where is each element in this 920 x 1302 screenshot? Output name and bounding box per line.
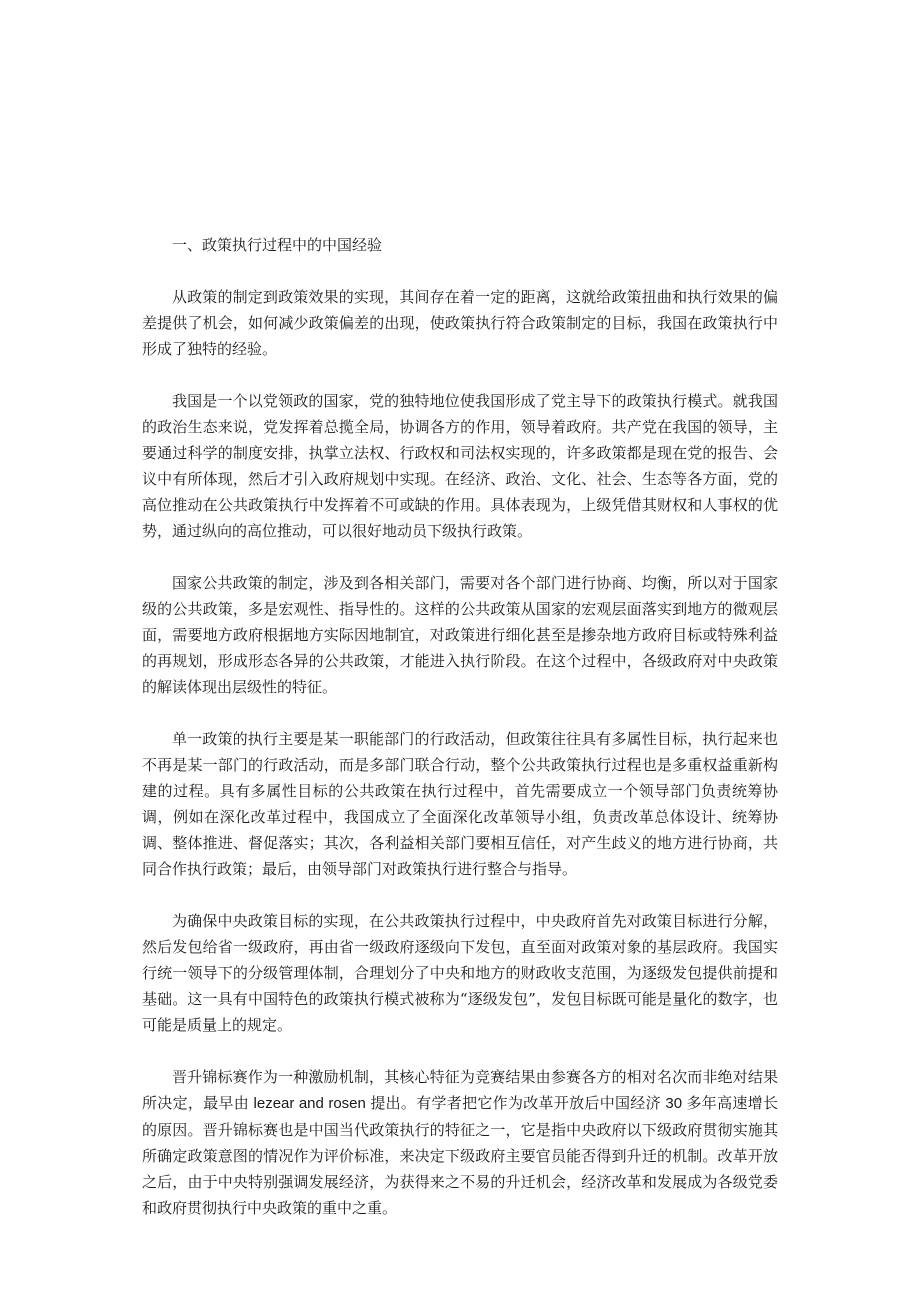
paragraph-6-part-3: 多年高速增长的原因。晋升锦标赛也是中国当代政策执行的特征之一，它是指中央政府以下级政府贯彻实施其所确定政策意图的情况作为评价标准，来决定下级政府主要官员能否得到升迁的机制。改革开放之后，由于中央特别强调发展经济，为获得来之不易的升迁机会，经济改革和发展成为各级党委和政府贯彻执行中央政策的重中之重。 bbox=[142, 1094, 778, 1217]
paragraph-4: 单一政策的执行主要是某一职能部门的行政活动，但政策往往具有多属性目标，执行起来也不再是某一部门的行政活动，而是多部门联合行动，整个公共政策执行过程也是多重权益重新构建的过程。具有多属性目标的公共政策在执行过程中，首先需要成立一个领导部门负责统筹协调，例如在深化改革过程中，我国成立了全面深化改革领导小组，负责改革总体设计、统筹协调、整体推进、督促落实；其次，各利益相关部门要相互信任，对产生歧义的地方进行协商，共同合作执行政策；最后，由领导部门对政策执行进行整合与指导。 bbox=[142, 730, 778, 878]
author-names: lezear and rosen bbox=[249, 1095, 371, 1112]
paragraph-1: 从政策的制定到政策效果的实现，其间存在着一定的距离，这就给政策扭曲和执行效果的偏差提供了机会，如何减少政策偏差的出现，使政策执行符合政策制定的目标，我国在政策执行中形成了独特的经验。 bbox=[142, 288, 778, 358]
document-body bbox=[142, 232, 778, 1247]
paragraph-5: 为确保中央政策目标的实现，在公共政策执行过程中，中央政府首先对政策目标进行分解，然后发包给省一级政府，再由省一级政府逐级向下发包，直至面对政策对象的基层政府。我国实行统一领导下的分级管理体制，合理划分了中央和地方的财政收支范围，为逐级发包提供前提和基础。这一具有中国特色的政策执行模式被称为“逐级发包”，发包目标既可能是量化的数字，也可能是质量上的规定。 bbox=[142, 912, 778, 1034]
paragraph-6-part-2: 提出。有学者把它作为改革开放后中国经济 bbox=[370, 1094, 661, 1112]
paragraph-6 bbox=[142, 1064, 778, 1221]
section-heading: 一、政策执行过程中的中国经验 bbox=[172, 236, 383, 254]
years-number: 30 bbox=[660, 1095, 687, 1112]
paragraph-2: 我国是一个以党领政的国家，党的独特地位使我国形成了党主导下的政策执行模式。就我国的政治生态来说，党发挥着总揽全局，协调各方的作用，领导着政府。共产党在我国的领导，主要通过科学的制度安排，执掌立法权、行政权和司法权实现的，许多政策都是现在党的报告、会议中有所体现，然后才引入政府规划中实现。在经济、政治、文化、社会、生态等各方面，党的高位推动在公共政策执行中发挥着不可或缺的作用。具体表现为，上级凭借其财权和人事权的优势，通过纵向的高位推动，可以很好地动员下级执行政策。 bbox=[142, 392, 778, 540]
paragraph-3: 国家公共政策的制定，涉及到各相关部门，需要对各个部门进行协商、均衡，所以对于国家级的公共政策，多是宏观性、指导性的。这样的公共政策从国家的宏观层面落实到地方的微观层面，需要地方政府根据地方实际因地制宜，对政策进行细化甚至是掺杂地方政府目标或特殊利益的再规划，形成形态各异的公共政策，才能进入执行阶段。在这个过程中，各级政府对中央政策的解读体现出层级性的特征。 bbox=[142, 574, 778, 696]
paragraph-6-part-1: 晋升锦标赛作为一种激励机制，其核心特征为竞赛结果由参赛各方的相对名次而非绝对结果所决定，最早由 bbox=[142, 1068, 778, 1112]
